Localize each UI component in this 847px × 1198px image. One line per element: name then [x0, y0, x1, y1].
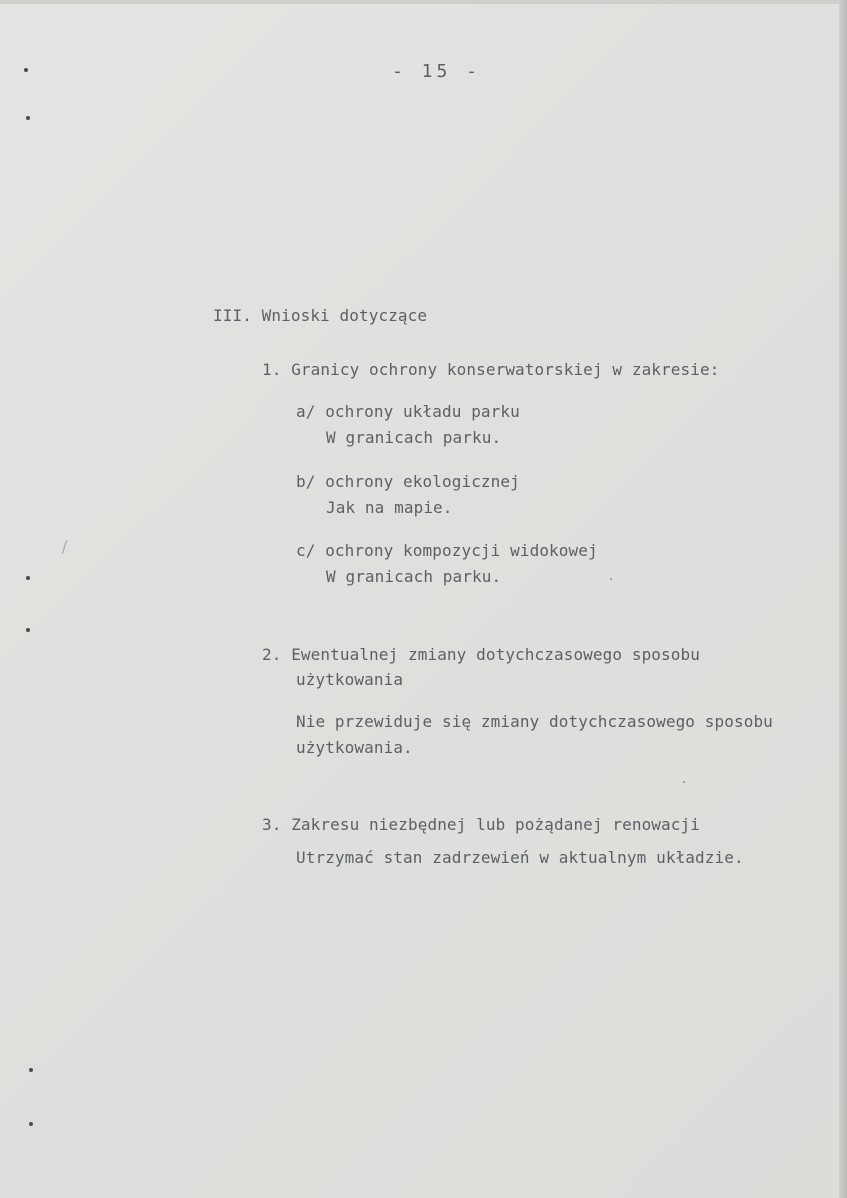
- item-1a-title: a/ ochrony układu parku: [296, 402, 520, 421]
- section-heading: III. Wnioski dotyczące: [213, 306, 428, 325]
- paper-speck: [683, 781, 685, 783]
- item-1c-title: c/ ochrony kompozycji widokowej: [296, 541, 598, 560]
- paper-speck: [610, 578, 612, 580]
- item-1b-value: Jak na mapie.: [326, 498, 453, 517]
- punch-hole-mark: [29, 1068, 33, 1072]
- punch-hole-mark: [29, 1122, 33, 1126]
- ink-mark: [62, 540, 67, 554]
- item-2-text-line1: Nie przewiduje się zmiany dotychczasowego sposobu: [296, 712, 773, 731]
- item-2-title-line1: 2. Ewentualnej zmiany dotychczasowego sposobu: [262, 645, 700, 664]
- item-3-text: Utrzymać stan zadrzewień w aktualnym układzie.: [296, 848, 744, 867]
- item-2-title-line2: użytkowania: [296, 670, 404, 689]
- item-2-text-line2: użytkowania.: [296, 738, 413, 757]
- item-1c-value: W granicach parku.: [326, 567, 502, 586]
- page-number: - 15 -: [392, 61, 482, 82]
- page-right-edge: [839, 0, 847, 1198]
- punch-hole-mark: [24, 68, 28, 72]
- punch-hole-mark: [26, 628, 30, 632]
- punch-hole-mark: [26, 116, 30, 120]
- item-3-title: 3. Zakresu niezbędnej lub pożądanej renowacji: [262, 815, 700, 834]
- item-1a-value: W granicach parku.: [326, 428, 502, 447]
- punch-hole-mark: [26, 576, 30, 580]
- page-top-edge: [0, 0, 847, 4]
- item-1b-title: b/ ochrony ekologicznej: [296, 472, 520, 491]
- item-1-title: 1. Granicy ochrony konserwatorskiej w zakresie:: [262, 360, 720, 379]
